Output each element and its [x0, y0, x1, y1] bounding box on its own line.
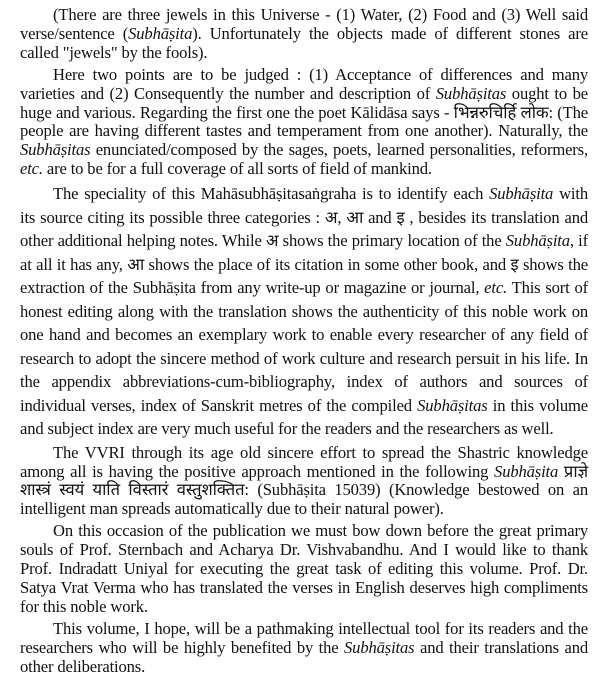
paragraph-text: प्राज्ञे शास्त्रं स्वयं याति विस्तारं वस्तुशक्तित: (Subhāṣita 15039) (Knowledge bestowed on an intelligent man spreads automatically due to their natural power).	[20, 461, 589, 519]
paragraph-text: are to be for a full coverage of all sorts of field of mankind.	[42, 159, 432, 179]
paragraph-text: The VVRI through its age old sincere effort to spread the Shastric knowledge among all is having the positive approach mentioned in the following	[20, 442, 588, 481]
paragraph-text: On this occasion of the publication we must bow down before the great primary souls of Prof. Sternbach and Acharya Dr. Vishvabandhu. And I would like to thank Prof. Indradatt Uniyal for executing the great task of editing this volume. Prof. Dr. Satya Vrat Verma who has translated the verses in English deserves high compliments for this noble work.	[20, 521, 588, 616]
italic-text: Subhāṣita	[489, 184, 554, 204]
paragraph-text: in this volume and subject index are very much useful for the readers and the researchers as well.	[20, 395, 588, 439]
paragraph-text: This volume, I hope, will be a pathmaking intellectual tool for its readers and the researchers who will be highly benefited by the	[20, 618, 588, 657]
italic-text: Subhāṣitas	[435, 83, 507, 103]
paragraph-text: ought to be huge and various. Regarding the first one the poet Kālidāsa says - भिन्नरुचिर्हि लोक: (The people are having different tastes and temperament from one another). Naturally, the	[20, 83, 588, 141]
body-paragraph	[20, 6, 588, 63]
italic-text: Subhāṣita	[494, 461, 559, 481]
body-paragraph	[20, 182, 588, 441]
body-paragraph	[20, 522, 588, 617]
body-paragraph	[20, 620, 588, 677]
body-paragraph	[20, 444, 588, 520]
italic-text: etc.	[20, 159, 43, 179]
italic-text: etc.	[484, 278, 508, 298]
italic-text: Subhāṣita	[505, 231, 570, 251]
paragraph-text: ). Unfortunately the objects made of different stones are called "jewels" by the fools).	[20, 23, 588, 62]
document-page	[20, 6, 588, 680]
italic-text: Subhāṣitas	[20, 140, 91, 160]
paragraph-text: (There are three jewels in this Universe - (1) Water, (2) Food and (3) Well said verse/sentence (	[20, 5, 588, 43]
body-paragraph	[20, 66, 588, 179]
paragraph-text: This sort of honest editing along with the translation shows the authenticity of this noble work on one hand and becomes an exemplary work to enable every researcher of any field of research to adopt the sincere method of work culture and research persuit in his life. In the appendix abbreviations-cum-bibliography, index of authors and sources of individual verses, index of Sanskrit metres of the compiled	[20, 278, 588, 415]
paragraph-text: , if at all it has any, आ shows the place of its citation in some other book, and इ shows the extraction of the Subhāṣita from any write-up or magazine or journal,	[20, 231, 588, 298]
italic-text: Subhāṣita	[128, 23, 193, 43]
italic-text: Subhāṣitas	[417, 395, 488, 415]
paragraph-text: with its source citing its possible three categories : अ, आ and इ , besides its translation and other additional helping notes. While अ shows the primary location of the	[20, 184, 588, 251]
paragraph-text: enunciated/composed by the sages, poets, learned personalities, reformers,	[90, 140, 588, 160]
paragraph-text: The speciality of this Mahāsubhāṣitasaṅgraha is to identify each	[53, 184, 490, 204]
paragraph-text: Here two points are to be judged : (1) Acceptance of differences and many varieties and (2) Consequently the number and description of	[20, 64, 588, 103]
paragraph-text: and their translations and other deliberations.	[20, 637, 589, 676]
italic-text: Subhāṣitas	[344, 637, 415, 657]
